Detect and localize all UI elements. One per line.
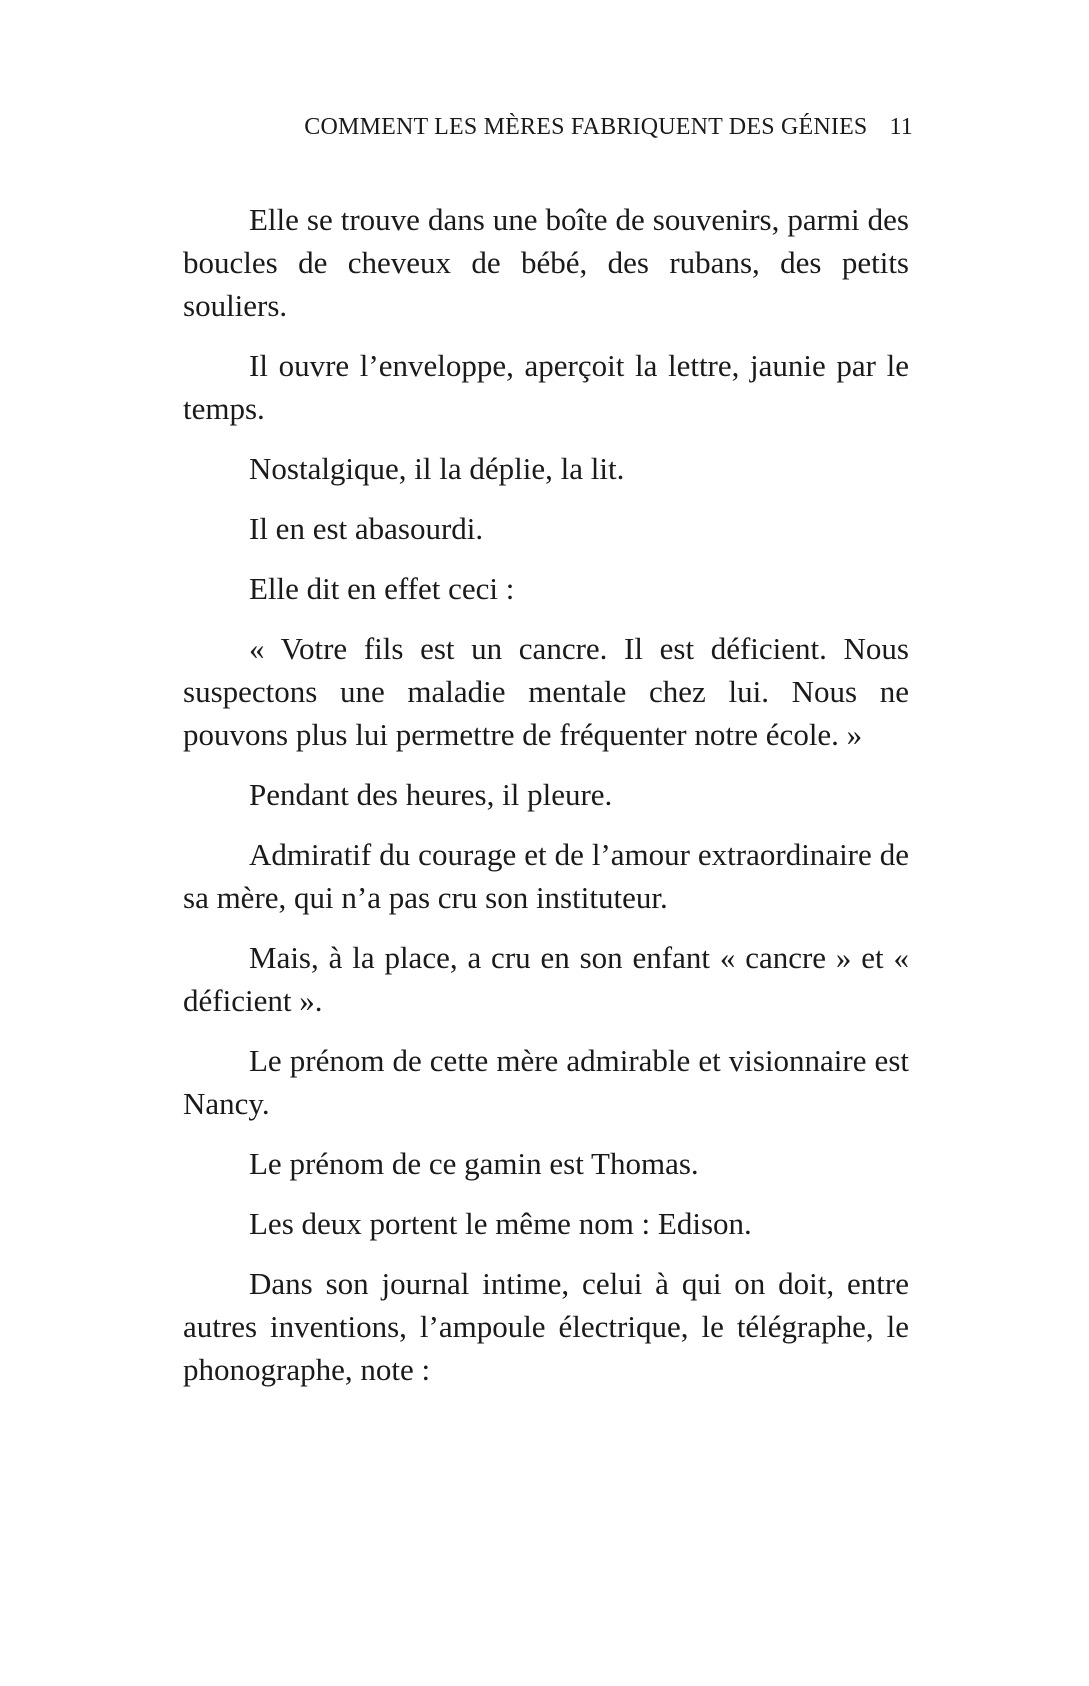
paragraph: Admiratif du courage et de l’amour extraordinaire de sa mère, qui n’a pas cru son instituteur. <box>183 837 909 915</box>
paragraph: Pendant des heures, il pleure. <box>249 777 613 812</box>
paragraph: Il ouvre l’enveloppe, aperçoit la lettre, jaunie par le temps. <box>183 348 909 426</box>
paragraph: Il en est abasourdi. <box>249 511 484 546</box>
running-header <box>304 114 913 141</box>
paragraph: Nostalgique, il la déplie, la lit. <box>249 451 625 486</box>
paragraph: Elle dit en effet ceci : <box>249 571 515 606</box>
quoted-letter-paragraph: « Votre fils est un cancre. Il est déficient. Nous suspectons une maladie mentale chez lui. Nous ne pouvons plus lui permettre de fréquenter notre école. » <box>183 631 909 752</box>
paragraph: Mais, à la place, a cru en son enfant « cancre » et « déficient ». <box>183 940 909 1018</box>
paragraph: Dans son journal intime, celui à qui on doit, entre autres inventions, l’ampoule électrique, le télégraphe, le phonographe, note : <box>183 1266 909 1387</box>
paragraph: Les deux portent le même nom : Edison. <box>249 1206 752 1241</box>
paragraph: Le prénom de cette mère admirable et visionnaire est Nancy. <box>183 1043 909 1121</box>
paragraph: Elle se trouve dans une boîte de souvenirs, parmi des boucles de cheveux de bébé, des rubans, des petits souliers. <box>183 202 909 323</box>
body-text <box>183 198 909 1408</box>
page-number: 11 <box>889 114 913 140</box>
running-title: COMMENT LES MÈRES FABRIQUENT DES GÉNIES <box>304 114 868 140</box>
paragraph: Le prénom de ce gamin est Thomas. <box>249 1146 699 1181</box>
